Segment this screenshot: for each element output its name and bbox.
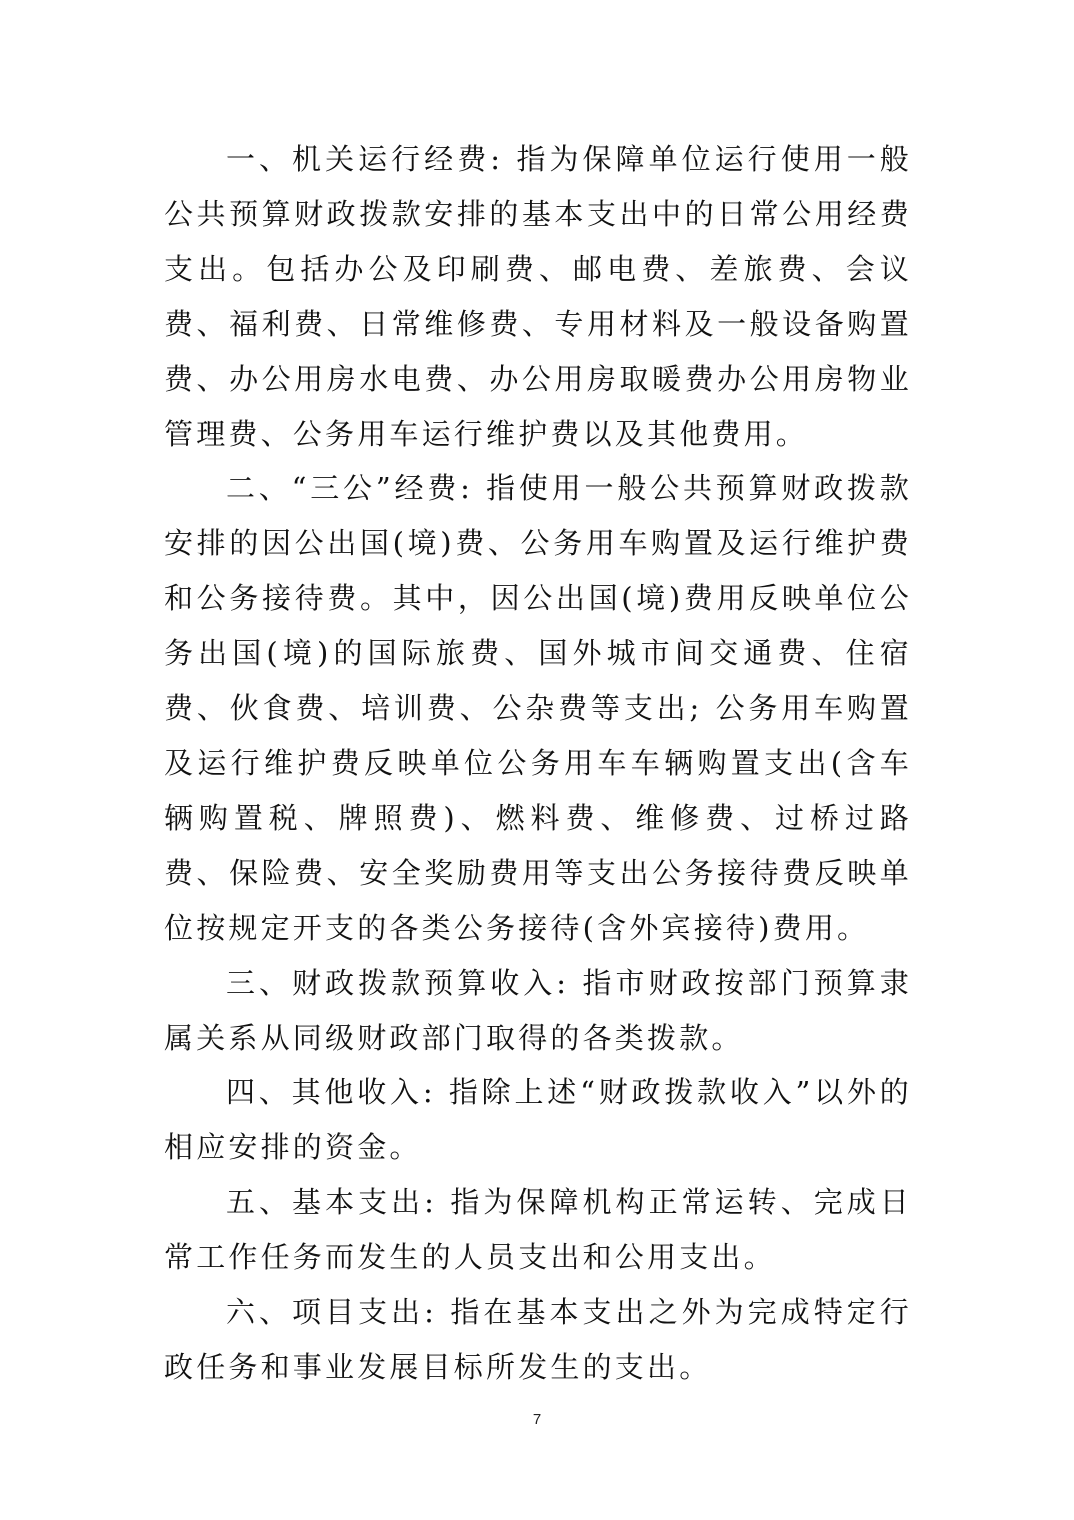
paragraph-fiscal-appropriation-income: 三、财政拨款预算收入: 指市财政按部门预算隶属关系从同级财政部门取得的各类拨款。 xyxy=(164,965,912,1055)
paragraph-project-expenditure: 六、项目支出: 指在基本支出之外为完成特定行政任务和事业发展目标所发生的支出。 xyxy=(164,1295,912,1384)
paragraph-operating-expenses: 一、机关运行经费: 指为保障单位运行使用一般公共预算财政拨款安排的基本支出中的日常公用经费支出。包括办公及印刷费、邮电费、差旅费、会议费、福利费、日常维修费、专用材料及一般设备购置费、办公用房水电费、办公用房取暖费办公用房物业管理费、公务用车运行维护费以及其他费用。 xyxy=(164,142,912,451)
paragraph-three-public-expenses: 二、“三公”经费: 指使用一般公共预算财政拨款安排的因公出国(境)费、公务用车购置及运行维护费和公务接待费。其中，因公出国(境)费用反映单位公务出国(境)的国际旅费、国外城市间交通费、住宿费、伙食费、培训费、公杂费等支出; 公务用车购置及运行维护费反映单位公务用车车辆购置支出(含车辆购置税、牌照费)、燃料费、维修费、过桥过路费、保险费、安全奖励费用等支出公务接待费反映单位按规定开支的各类公务接待(含外宾接待)费用。 xyxy=(164,471,912,945)
paragraph-basic-expenditure: 五、基本支出: 指为保障机构正常运转、完成日常工作任务而发生的人员支出和公用支出。 xyxy=(164,1185,912,1275)
page-number: 7 xyxy=(532,1411,542,1428)
paragraph-other-income: 四、其他收入: 指除上述“财政拨款收入”以外的相应安排的资金。 xyxy=(164,1075,912,1165)
document-body xyxy=(164,132,912,1395)
